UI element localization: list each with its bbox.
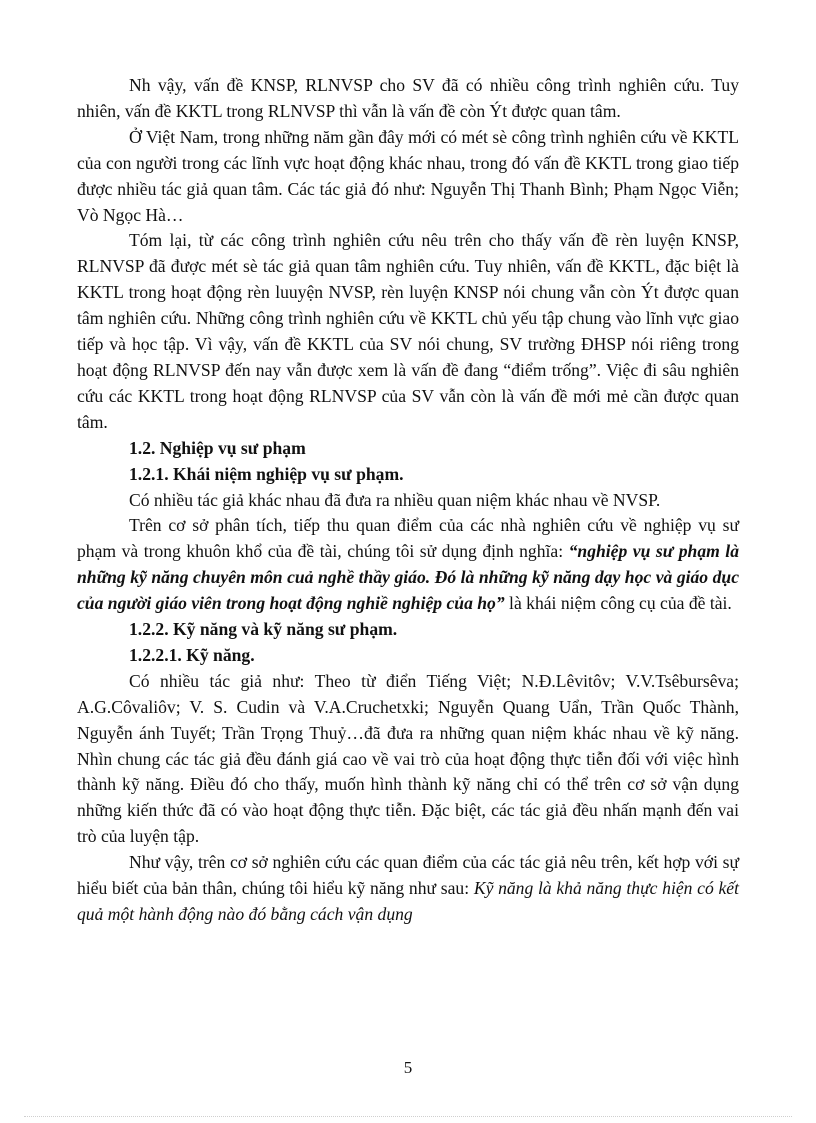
paragraph-7 [77,850,739,928]
heading-1-2-1: 1.2.1. Khái niệm nghiệp vụ sư phạm. [129,463,404,484]
paragraph-5 [77,513,739,617]
paragraph-4: Có nhiều tác giả khác nhau đã đưa ra nhiều quan niệm khác nhau về NVSP. [129,489,661,510]
paragraph-1: Nh vậy, vấn đề KNSP, RLNVSP cho SV đã có nhiều công trình nghiên cứu. Tuy nhiên, vấn đề KKTL trong RLNVSP thì vẫn là vấn đề còn Ýt được quan tâm. [77,75,739,121]
paragraph-5-start: Trên cơ sở phân tích, tiếp thu quan điểm của các nhà nghiên cứu về nghiệp vụ sư phạm và trong khuôn khổ của đề tài, chúng tôi sử dụng định nghĩa: [77,515,739,562]
page-number: 5 [403,1058,413,1077]
paragraph-3: Tóm lại, từ các công trình nghiên cứu nêu trên cho thấy vấn đề rèn luyện KNSP, RLNVSP đã được mét sè tác giả quan tâm nghiên cứu. Tuy nhiên, vấn đề KKTL, đặc biệt là KKTL trong hoạt động rèn luuyện NVSP, rèn luyện KNSP nói chung vẫn còn Ýt được quan tâm nghiên cứu. Những công trình nghiên cứu về KKTL chủ yếu tập chung vào lĩnh vực giao tiếp và học tập. Vì vậy, vấn đề KKTL của SV nói chung, SV trường ĐHSP nói riêng trong hoạt động RLNVSP đến nay vẫn được xem là vấn đề đang “điểm trống”. Việc đi sâu nghiên cứu các KKTL trong hoạt động RLNVSP của SV vẫn còn là vấn đề mới mẻ cần được quan tâm. [77,230,739,432]
page-bottom-rule [24,1116,792,1117]
paragraph-5-end: là khái niệm công cụ của đề tài. [504,593,732,614]
heading-1-2-2-1: 1.2.2.1. Kỹ năng. [129,644,255,665]
definition-skill: Kỹ năng là khả năng thực hiện có kết quả một hành động nào đó bằng cách vận dụng [77,878,740,924]
heading-1-2: 1.2. Nghiệp vụ sư phạm [129,437,306,458]
page-body [77,73,739,928]
paragraph-2: Ở Việt Nam, trong những năm gần đây mới có mét sè công trình nghiên cứu về KKTL của con người trong các lĩnh vực hoạt động khác nhau, trong đó vấn đề KKTL trong giao tiếp được nhiều tác giả quan tâm. Các tác giả đó như: Nguyễn Thị Thanh Bình; Phạm Ngọc Viễn; Vò Ngọc Hà… [77,126,739,225]
paragraph-6: Có nhiều tác giả như: Theo từ điển Tiếng Việt; N.Đ.Lêvitôv; V.V.Tsêbursêva; A.G.Côvaliôv; V. S. Cudin và V.A.Cruchetxki; Nguyễn Quang Uẩn, Trần Quốc Thành, Nguyễn ánh Tuyết; Trần Trọng Thuỷ…đã đưa ra những quan niệm khác nhau về kỹ năng. Nhìn chung các tác giả đều đánh giá cao về vai trò của hoạt động thực tiễn đối với việc hình thành kỹ năng. Điều đó cho thấy, muốn hình thành kỹ năng chỉ có thể trên cơ sở vận dụng những kiến thức đã có vào hoạt động thực tiễn. Đặc biệt, các tác giả đều nhấn mạnh đến vai trò của luyện tập. [77,670,739,847]
paragraph-7-start: Như vậy, trên cơ sở nghiên cứu các quan điểm của các tác giả nêu trên, kết hợp với sự hiểu biết của bản thân, chúng tôi hiểu kỹ năng như sau: [77,852,739,899]
definition-nvsp: “nghiệp vụ sư phạm là những kỹ năng chuyên môn cuả nghề thầy giáo. Đó là những kỹ năng dạy học và giáo dục của người giáo viên trong hoạt động nghiề nghiệp của họ” [77,541,739,614]
heading-1-2-2: 1.2.2. Kỹ năng và kỹ năng sư phạm. [129,619,398,640]
